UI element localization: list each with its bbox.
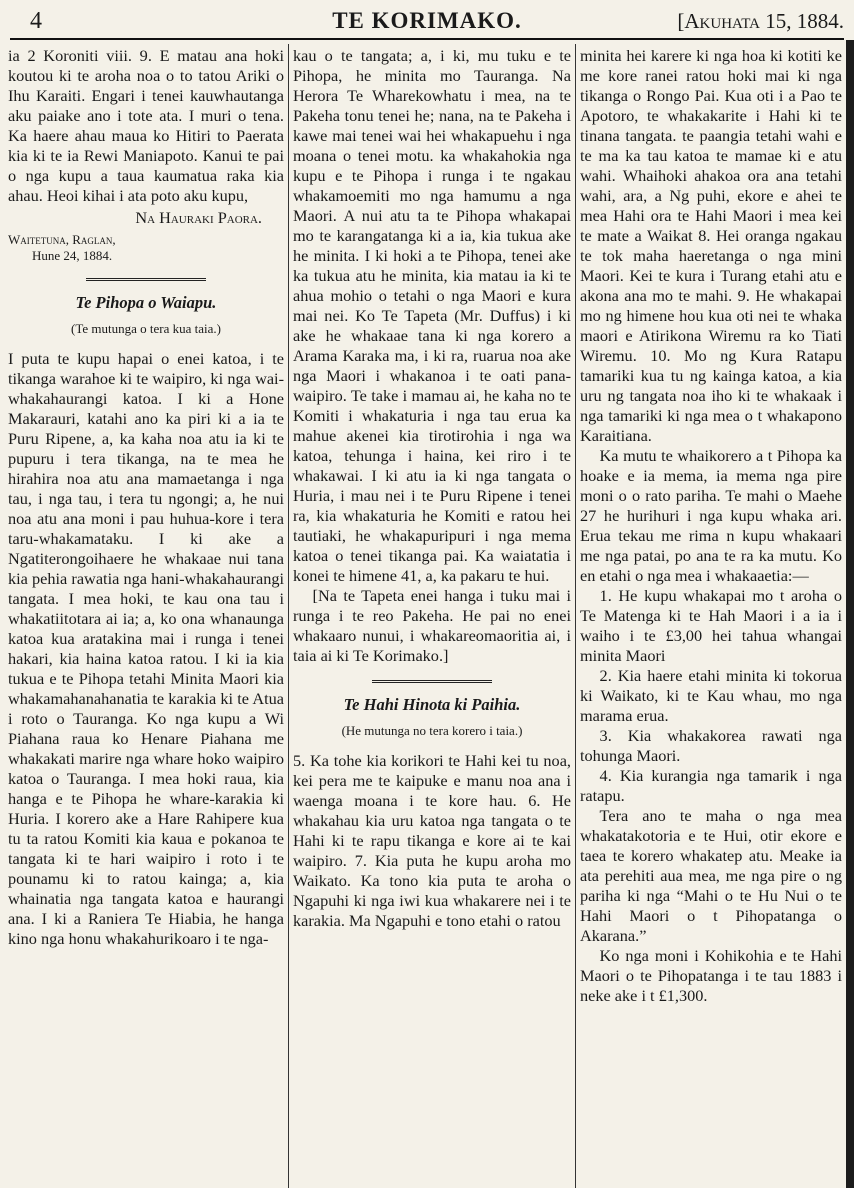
masthead-title: TE KORIMAKO.	[332, 8, 522, 33]
dateline-place: Waitetuna, Raglan,	[8, 232, 116, 247]
article-heading-hinota: Te Hahi Hinota ki Paihia.	[343, 695, 521, 714]
paragraph: Tera ano te maha o nga mea whakatakotoria e te Hui, otir ekore e taea te korero whakatep atu. Meake ia ata perehiti aua mea, me nga pire o ng pariha ki nga “Mahi o te Hu Nui o te Hahi Maori o t Pihopatanga o Akarana.”	[580, 806, 842, 945]
article-body-hinota: 5. Ka tohe kia korikori te Hahi kei tu noa, kei pera me te kaipuke e manu noa ana i waenga moana i te kore hau. 6. He whakahau kia uru katoa nga tangata o te Hahi ki te rapu tikanga e kore ai te kai waipiro. 7. Kia puta he kupu aroha mo Waikato. Ka tono kia puta te aroha o Ngapuhi ki nga iwi kua whakarere nei i te karakia. Ma Ngapuhi e tono etahi o ratou	[293, 751, 571, 930]
letter-dateline	[8, 232, 284, 264]
dateline-date: Hune 24, 1884.	[32, 248, 113, 263]
article-subnote-hinota: (He mutunga no tera korero i taia.)	[341, 723, 523, 738]
resolution-item-3: 3. Kia whakakorea rawati nga tohunga Maori.	[580, 726, 842, 765]
column-2	[293, 46, 571, 1186]
letter-signature: Na Hauraki Paora.	[135, 208, 262, 227]
header-rule	[10, 38, 844, 40]
article-body-hinota-continued: minita hei karere ki nga hoa ki kotiti ke me kore ranei ratou hoki mai ki nga tikanga o Rongo Pai. Kua oti i a Pao te Apotoro, te whakakarite i Hahi ki te tinana tangata. te paangia tetahi wahi e te ma ka tau katoa te mamae ki e atu wahi. Whaihoki ahakoa ora ana tetahi wahi, ara, a Ng puhi, ekore e ahei te mea Hahi ora te Hahi Maori i mea kei te mate a Waikat 8. Hei oranga ngakau te tok maha haeretanga o nga mini Maori. Kei te kura i Turang etahi atu e akona ana mo te mahi. 9. He whakapai mo ng himene hou kua oti nei te whaka maori e Atirikona Wiremu ra ko Tiati Wiremu. 10. Mo ng Kura Ratapu tamariki kua tu ng kainga katoa, a kia uru ng tangata noa iho ki te whakaak i nga tamariki ki nga mea o t whakapono Karaitiana.	[580, 46, 842, 445]
column-1	[8, 46, 284, 1186]
paragraph: Ka mutu te whaikorero a t Pihopa ka hoake e ia mema, ia mema nga pire moni o o rato pariha. Te mahi o Maehe 27 he hurihuri i nga kupu whaka ari. Erua tekau me rima n kupu whakaari me nga patai, po ana te ra ka mutu. Ko en etahi o nga mea i whakaaetia:—	[580, 446, 842, 585]
article-subnote-pihopa: (Te mutunga o tera kua taia.)	[71, 321, 221, 336]
page-edge-shadow	[846, 40, 854, 1188]
resolution-item-4: 4. Kia kurangia nga tamarik i nga ratapu.	[580, 766, 842, 805]
article-body-pihopa: I puta te kupu hapai o enei katoa, i te tikanga warahoe ki te waipiro, ki nga wai-whakahaurangi katoa. I ki a Hone Makarauri, katahi ano ka piri ki a ia te Puru Ripene, a, ka kaha noa atu ia ki te pupuru i tera tikanga, na te mea he hirahira noa atu ana mamaetanga i nga tau, i nga tau, i tera tu ngongi; a, he nui noa atu ana moni i pau huhua-kore i tera taru-whakamataku. I ki ake a Ngatiterongoihaere he whakaae nui tana kia pehia rawatia nga hani-whakahaurangi tangata. I mea hoki, te kau ona tau i whakatiitotara ai ia; a, ko ona whanaunga katoa kua aratakina mai i runga i tenei hakari, kia haina katoa ratou. I ki ia kia tukua e te Pihopa tetahi Minita Maori kia whakamahanahanatia te karakia ki te Atua i roto o Tauranga. Ko nga kupu a Wi Piahana raua ko Henare Piahana me whakakati marire nga whare hoko waipiro katoa o Tauranga. I mea hoki raua, kia hanga e te Pihopa he whare-karakia ki Huria. I korero ake a Hare Rahipere kua tu ta ratou Komiti kia kaua e pokanoa te tangata ki te hari waipiro i roto i te pounamu ki to ratou kainga; a, kia whainatia nga tangata katoa e haurangi ana. I ki a Raniera Te Hiabia, he hanga kino nga honu whakahurikoaro i te nga-	[8, 349, 284, 948]
page-header	[10, 4, 844, 36]
column-rule-1	[288, 44, 289, 1188]
letter-body: ia 2 Koroniti viii. 9. E matau ana hoki koutou ki te aroha noa o to tatou Ariki o Ihu Karaiti. Engari i tenei kauwhautanga aku paiake ano i tote ata. I muri o tena. Ka haere ahau maua ko Hitiri to Paerata kia ki te ia Rewi Maniapoto. Kanui te pai o nga kupu a taua kaumatua raka kia ahau. Heoi kihai i ata poto aku kupu,	[8, 46, 284, 205]
column-3	[580, 46, 842, 1186]
article-body-continued: kau o te tangata; a, i ki, mu tuku e te Pihopa, he minita mo Tauranga. Na Herora Te Wharekowhatu i mea, na te Pakeha tonu tenei he; nana, na te Pakeha i kawe mai tenei wai hei whakapuehu i nga moana o tenei motu. ka whakahokia nga kupu e te Pihopa i runga i te ngakau whakamoemiti mo nga hamumu a nga Maori. A nui atu ta te Pihopa whakapai mo te karangatanga ki a ia, kia tukua ake he minita. I ki hoki a te Pihopa, tenei ake ka tukua atu he minita, kia matau ia ki te ahua mohio o tetahi o nga Maori e kura mai nei. Ko Te Tapeta (Mr. Duffus) i ki ake he whakaae tana ki nga korero a Arama Karaka ma, i ki ra, ruarua noa ake nga Maori i whakanoa i te oati pana-waipiro. Te take i mamau ai, he kaha no te Komiti i whakaturia i nga tau erua ka mahue akenei kia tirotirohia i nga wa katoa, tehunga i haina, kei riro i te whakawai. I ki atu ia ki nga tangata o Huria, i mau nei i te Puru Ripene i tenei ra, kia whakaturia he Komiti e ratou hei tautiaki, he whakapuripuri i nga mema katoa o tenei tikanga pai. Ka waiatatia i konei te himene 41, a, ka pakaru te hui.	[293, 46, 571, 585]
page-number: 4	[30, 8, 42, 34]
section-divider	[372, 680, 492, 685]
editor-note: [Na te Tapeta enei hanga i tuku mai i runga i te reo Pakeha. He pai no enei whakaaro nunui, i whakareomaoritia ai, i taia ai ki Te Korimako.]	[293, 586, 571, 665]
issue-date: [Akuhata 15, 1884.	[677, 9, 844, 33]
paragraph: Ko nga moni i Kohikohia e te Hahi Maori o te Pihopatanga i te tau 1883 i neke ake i t £1,300.	[580, 946, 842, 1005]
resolution-item-2: 2. Kia haere etahi minita ki tokorua ki Waikato, ki te Kau whau, mo nga marama erua.	[580, 666, 842, 725]
resolution-item-1: 1. He kupu whakapai mo t aroha o Te Matenga ki te Hah Maori i a ia i waiho i te £3,00 hei tahua whangai minita Maori	[580, 586, 842, 665]
column-rule-2	[575, 44, 576, 1188]
section-divider	[86, 278, 206, 283]
article-heading-pihopa: Te Pihopa o Waiapu.	[75, 293, 217, 312]
